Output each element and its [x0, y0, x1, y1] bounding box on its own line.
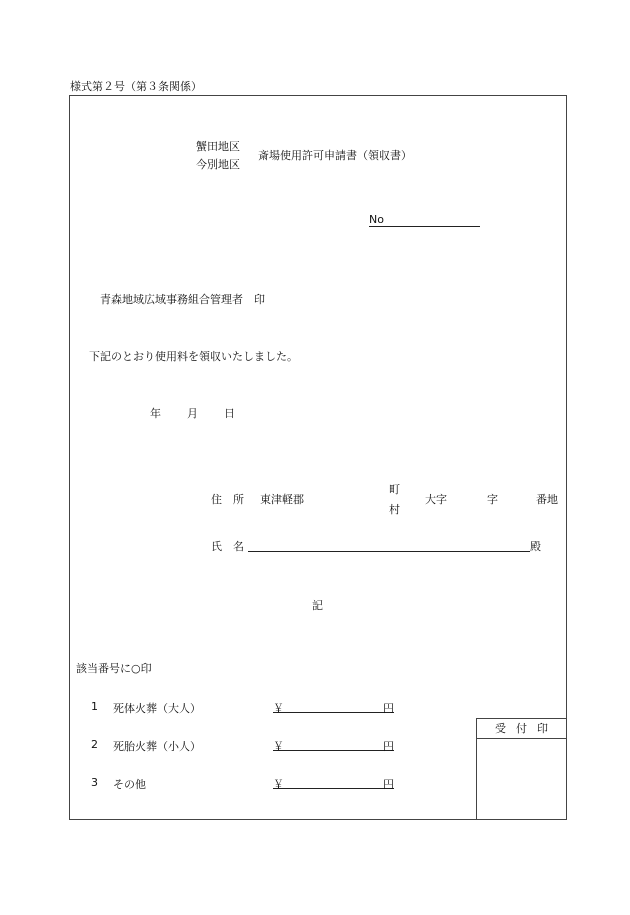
name-label: 氏 名 — [211, 540, 244, 553]
address-county: 東津軽郡 — [260, 493, 304, 506]
yen-mark: ￥ — [273, 778, 284, 791]
address-label: 住 所 — [211, 493, 244, 506]
ki-label: 記 — [312, 599, 323, 612]
receipt-statement: 下記のとおり使用料を領収いたしました。 — [89, 350, 298, 363]
address-town: 町 — [389, 483, 400, 496]
item-label: その他 — [113, 778, 146, 791]
fee-field[interactable] — [273, 700, 394, 713]
item-label: 死体火葬（大人） — [113, 702, 201, 715]
name-field[interactable] — [248, 538, 530, 552]
item-number: 3 — [91, 776, 98, 789]
addressee: 青森地域広域事務組合管理者 印 — [100, 293, 265, 306]
number-label: No — [369, 213, 384, 226]
fee-field[interactable] — [273, 776, 394, 789]
number-field[interactable] — [369, 214, 480, 227]
address-aza: 字 — [487, 493, 498, 506]
item-label: 死胎火葬（小人） — [113, 740, 201, 753]
en-unit: 円 — [383, 702, 394, 715]
circle-instruction: 該当番号に○印 — [76, 662, 152, 675]
receipt-stamp-box — [476, 718, 567, 820]
address-banchi: 番地 — [536, 493, 558, 506]
name-suffix: 殿 — [530, 540, 541, 553]
receipt-stamp-label: 受付印 — [477, 719, 566, 739]
item-number: 1 — [91, 700, 98, 713]
document-title: 斎場使用許可申請書（領収書） — [258, 149, 412, 162]
address-oaza: 大字 — [425, 493, 447, 506]
en-unit: 円 — [383, 778, 394, 791]
yen-mark: ￥ — [273, 740, 284, 753]
fee-field[interactable] — [273, 738, 394, 751]
form-number-label: 様式第２号（第３条関係） — [70, 80, 202, 93]
item-number: 2 — [91, 738, 98, 751]
district-imabetsu: 今別地区 — [196, 158, 240, 171]
address-village: 村 — [389, 503, 400, 516]
en-unit: 円 — [383, 740, 394, 753]
date-month-label: 月 — [187, 407, 198, 420]
date-day-label: 日 — [224, 407, 235, 420]
district-kanita: 蟹田地区 — [196, 140, 240, 153]
date-year-label: 年 — [150, 407, 161, 420]
yen-mark: ￥ — [273, 702, 284, 715]
